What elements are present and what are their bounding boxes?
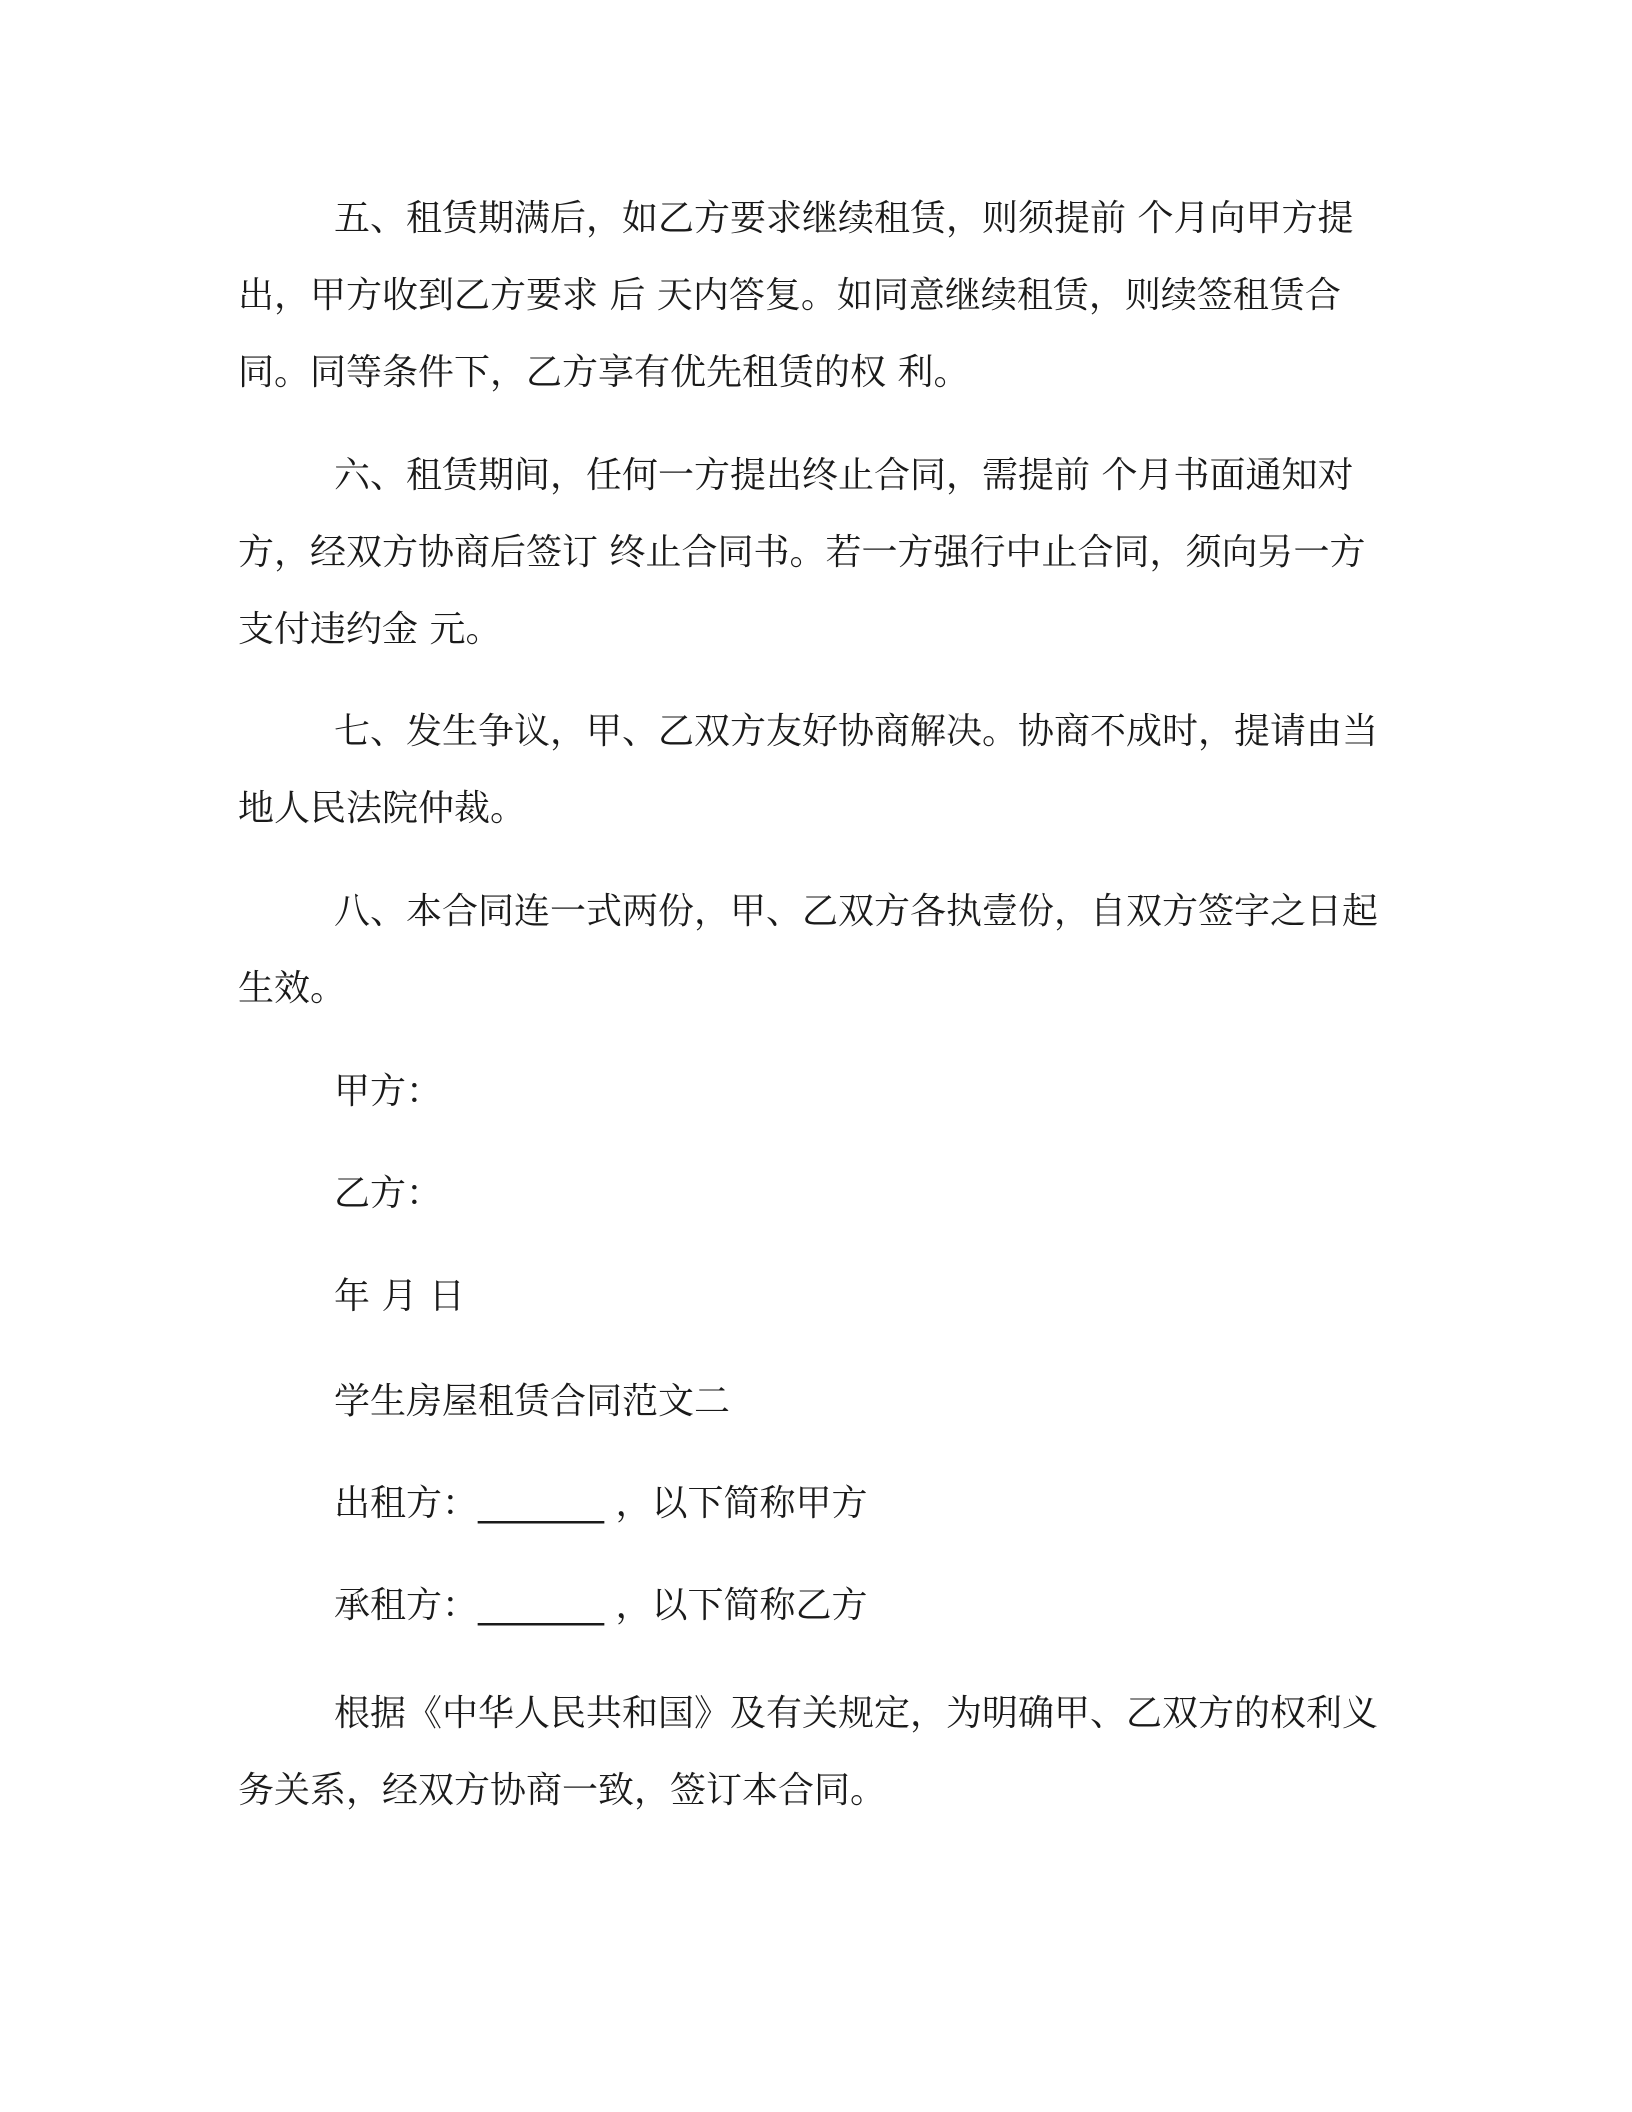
clause-5-paragraph: 五、租赁期满后，如乙方要求继续租赁，则须提前 个月向甲方提出，甲方收到乙方要求 后 天内答复。如同意继续租赁，则续签租赁合同。同等条件下，乙方享有优先租赁的权 利。: [238, 198, 1354, 393]
clause-7-paragraph: 七、发生争议，甲、乙双方友好协商解决。协商不成时，提请由当地人民法院仲裁。: [238, 711, 1379, 829]
section-title: 学生房屋租赁合同范文二: [334, 1381, 731, 1422]
lessor-line: 出租方：_______ ，以下简称甲方: [334, 1483, 868, 1524]
lessee-line: 承租方：_______ ，以下简称乙方: [334, 1585, 868, 1626]
preamble-paragraph: 根据《中华人民共和国》及有关规定，为明确甲、乙双方的权利义务关系，经双方协商一致，签订本合同。: [238, 1693, 1379, 1811]
date-line: 年 月 日: [334, 1276, 465, 1317]
party-b-signature-label: 乙方：: [334, 1173, 443, 1214]
clause-6-paragraph: 六、租赁期间，任何一方提出终止合同，需提前 个月书面通知对方，经双方协商后签订 终止合同书。若一方强行中止合同，须向另一方支付违约金 元。: [238, 455, 1366, 650]
clause-8-paragraph: 八、本合同连一式两份，甲、乙双方各执壹份，自双方签字之日起生效。: [238, 891, 1379, 1009]
party-a-signature-label: 甲方：: [334, 1071, 443, 1112]
